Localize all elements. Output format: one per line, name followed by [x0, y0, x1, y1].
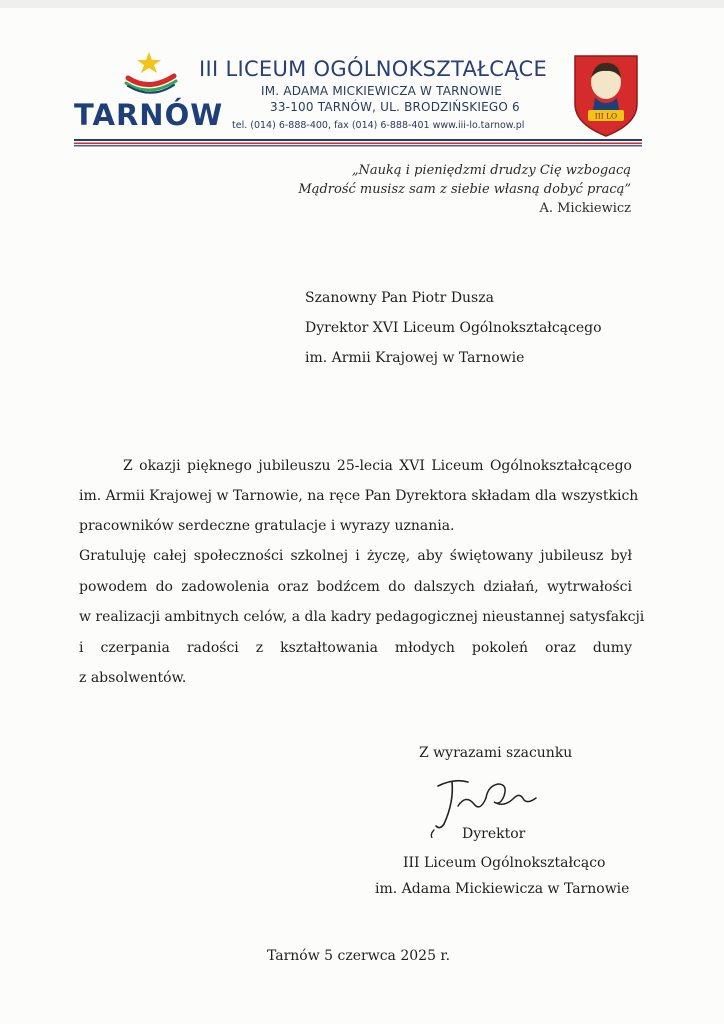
- crest-label: III LO: [594, 111, 618, 121]
- body-line: w realizacji ambitnych celów, a dla kadry pedagogicznej nieustannej satysfakcji: [79, 609, 645, 625]
- header-divider: [74, 139, 642, 147]
- school-name: III LICEUM OGÓLNOKSZTAŁCĄCE: [199, 57, 548, 81]
- school-contact: tel. (014) 6-888-400, fax (014) 6-888-401 www.iii-lo.tarnow.pl: [232, 120, 525, 131]
- signatory-school: III Liceum Ogólnokształcąco: [403, 855, 606, 871]
- school-patron: IM. ADAMA MICKIEWICZA W TARNOWIE: [261, 84, 503, 98]
- body-line: Z okazji pięknego jubileuszu 25-lecia XVI Liceum Ogólnokształcącego: [123, 458, 632, 474]
- body-line: i czerpania radości z kształtowania młodych pokoleń oraz dumy: [79, 640, 632, 656]
- addressee-title: Dyrektor XVI Liceum Ogólnokształcącego: [305, 320, 602, 336]
- school-crest-icon: [571, 52, 641, 138]
- place-and-date: Tarnów 5 czerwca 2025 r.: [267, 948, 451, 964]
- signatory-title: Dyrektor: [462, 826, 526, 842]
- body-line: im. Armii Krajowej w Tarnowie, na ręce Pan Dyrektora składam dla wszystkich: [79, 488, 639, 504]
- body-line: Gratuluję całej społeczności szkolnej i życzę, aby świętowany jubileusz był: [79, 548, 632, 564]
- scan-edge: [0, 0, 724, 8]
- body-line: z absolwentów.: [79, 670, 187, 686]
- quote-line-2: Mądrość musisz sam z siebie własną dobyć pracą”: [298, 182, 631, 197]
- quote-author: A. Mickiewicz: [539, 201, 631, 216]
- quote-line-1: „Nauką i pieniędzmi drudzy Cię wzbogacą: [351, 163, 631, 178]
- body-line: pracowników serdeczne gratulacje i wyrazy uznania.: [79, 518, 455, 534]
- closing-salutation: Z wyrazami szacunku: [419, 745, 573, 761]
- school-address: 33-100 TARNÓW, UL. BRODZIŃSKIEGO 6: [270, 100, 520, 114]
- addressee-institution: im. Armii Krajowej w Tarnowie: [305, 350, 525, 366]
- signatory-school-patron: im. Adama Mickiewicza w Tarnowie: [375, 881, 630, 897]
- addressee-name: Szanowny Pan Piotr Dusza: [305, 290, 494, 306]
- city-name: TARNÓW: [74, 98, 224, 132]
- body-line: powodem do zadowolenia oraz bodźcem do dalszych działań, wytrwałości: [79, 579, 632, 595]
